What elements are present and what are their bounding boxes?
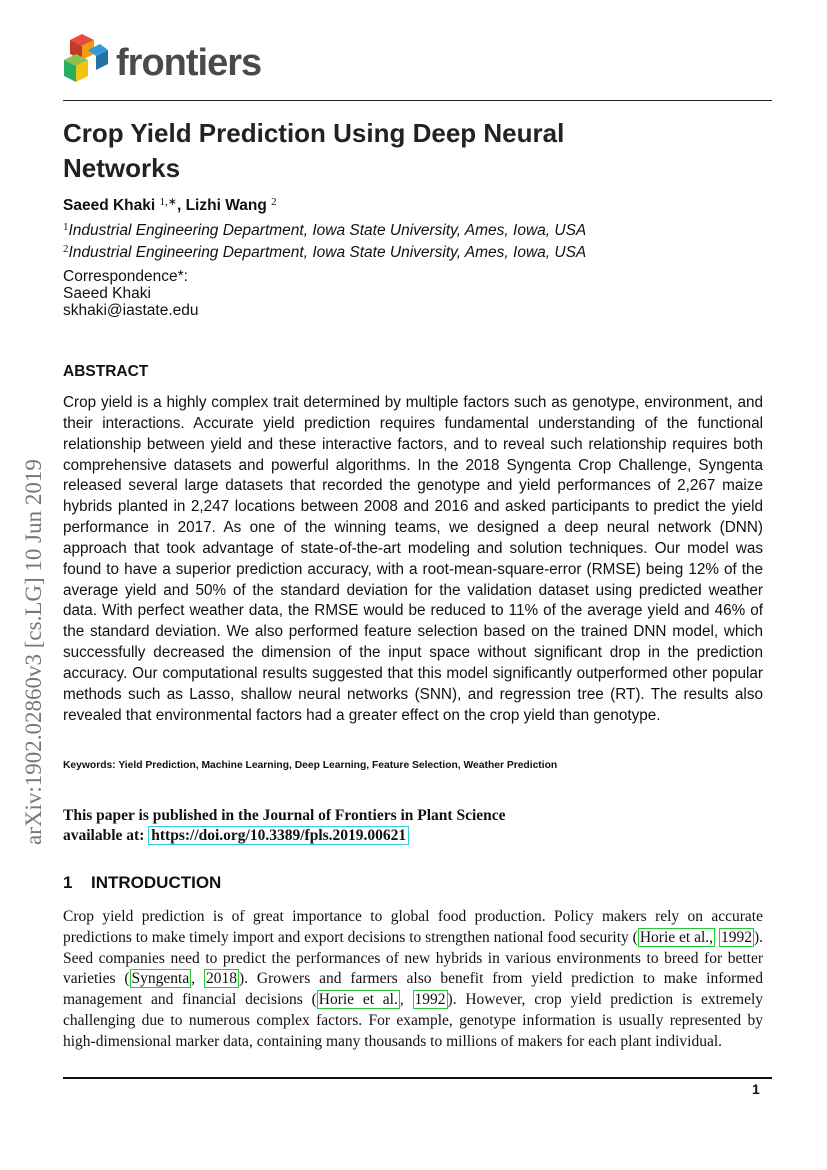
author-list: Saeed Khaki $^{1,∗}$, Lizhi Wang $^2$ bbox=[63, 196, 277, 214]
affiliation-mark: 1 bbox=[63, 221, 69, 233]
correspondence bbox=[63, 268, 199, 319]
author-name: Saeed Khaki bbox=[63, 197, 156, 214]
frontiers-cube-icon bbox=[62, 32, 108, 90]
frontiers-logo bbox=[62, 32, 261, 90]
intro-text: ). Growers and farmers also benefit from yield prediction to make informed management and financial decisions ( bbox=[63, 970, 763, 1009]
author-affil-mark: 1,∗ bbox=[159, 196, 177, 208]
citation-link[interactable]: 1992 bbox=[414, 991, 446, 1009]
citation-link[interactable]: Syngenta bbox=[131, 970, 190, 988]
intro-text: , bbox=[191, 970, 204, 988]
header-rule bbox=[63, 100, 772, 101]
intro-text: Crop yield prediction is of great importance to global food production. Policy makers rely on accurate predictions to make timely import and export decisions to strengthen national food security ( bbox=[63, 908, 763, 946]
publication-note bbox=[63, 806, 506, 846]
affiliation-mark: 2 bbox=[63, 243, 69, 255]
doi-link[interactable]: https://doi.org/10.3389/fpls.2019.00621 bbox=[148, 826, 409, 845]
correspondence-label: Correspondence*: bbox=[63, 268, 188, 285]
affiliation bbox=[63, 221, 586, 240]
footer-rule bbox=[63, 1077, 772, 1079]
author-name: Lizhi Wang bbox=[185, 197, 267, 214]
section-title: INTRODUCTION bbox=[91, 873, 222, 892]
abstract-heading: ABSTRACT bbox=[63, 363, 149, 380]
correspondence-name: Saeed Khaki bbox=[63, 285, 151, 302]
intro-text: , bbox=[399, 991, 413, 1009]
citation-link[interactable]: 2018 bbox=[205, 970, 237, 988]
affiliation bbox=[63, 243, 586, 262]
correspondence-email[interactable]: skhaki@iastate.edu bbox=[63, 302, 199, 319]
affiliation-text: Industrial Engineering Department, Iowa State University, Ames, Iowa, USA bbox=[68, 244, 587, 261]
keywords: Keywords: Yield Prediction, Machine Learning, Deep Learning, Feature Selection, Weather Prediction bbox=[63, 760, 558, 771]
affiliation-text: Industrial Engineering Department, Iowa State University, Ames, Iowa, USA bbox=[68, 222, 587, 239]
publication-line: This paper is published in the Journal of Frontiers in Plant Science bbox=[63, 807, 506, 824]
citation-link[interactable]: 1992 bbox=[720, 928, 752, 946]
page-number: 1 bbox=[752, 1081, 760, 1097]
section-number: 1 bbox=[63, 873, 73, 892]
citation-link[interactable]: Horie et al. bbox=[318, 991, 398, 1009]
frontiers-wordmark: frontiers bbox=[116, 41, 262, 84]
citation-link[interactable]: Horie et al., bbox=[639, 928, 714, 946]
abstract-body: Crop yield is a highly complex trait determined by multiple factors such as genotype, environment, and their interactions. Accurate yield prediction requires fundamental understanding of the functional relationship between yield and these interactive factors, and to reveal such relationship requires both comprehensive datasets and powerful algorithms. In the 2018 Syngenta Crop Challenge, Syngenta released several large datasets that recorded the genotype and yield performances of 2,267 maize hybrids planted in 2,247 locations between 2008 and 2016 and asked participants to predict the yield performance in 2017. As one of the winning teams, we designed a deep neural network (DNN) approach that took advantage of state-of-the-art modeling and solution techniques. Our model was found to have a superior prediction accuracy, with a root-mean-square-error (RMSE) being 12% of the average yield and 50% of the standard deviation for the validation dataset using predicted weather data. With perfect weather data, the RMSE would be reduced to 11% of the average yield and 46% of the standard deviation. We also performed feature selection based on the trained DNN model, which successfully decreased the dimension of the input space without significant drop in the prediction accuracy. Our computational results suggested that this model significantly outperformed other popular methods such as Lasso, shallow neural networks (SNN), and regression tree (RT). The results also revealed that environmental factors had a greater effect on the crop yield than genotype. bbox=[63, 394, 763, 724]
introduction-paragraph bbox=[63, 907, 763, 1053]
publication-available-label: available at: bbox=[63, 827, 145, 844]
paper-title: Crop Yield Prediction Using Deep Neural Networks bbox=[63, 118, 565, 183]
intro-text: ). Seed companies need to predict the performances of new hybrids in various environments to breed for better varieties ( bbox=[63, 928, 763, 988]
arxiv-stamp: arXiv:1902.02860v3 [cs.LG] 10 Jun 2019 bbox=[21, 459, 46, 845]
intro-text: ). However, crop yield prediction is extremely challenging due to numerous complex factors. For example, genotype information is usually represented by high-dimensional marker data, containing many thousands to millions of makers for each plant individual. bbox=[63, 991, 763, 1050]
author-affil-mark: 2 bbox=[271, 196, 277, 208]
section-heading-introduction bbox=[63, 873, 221, 893]
